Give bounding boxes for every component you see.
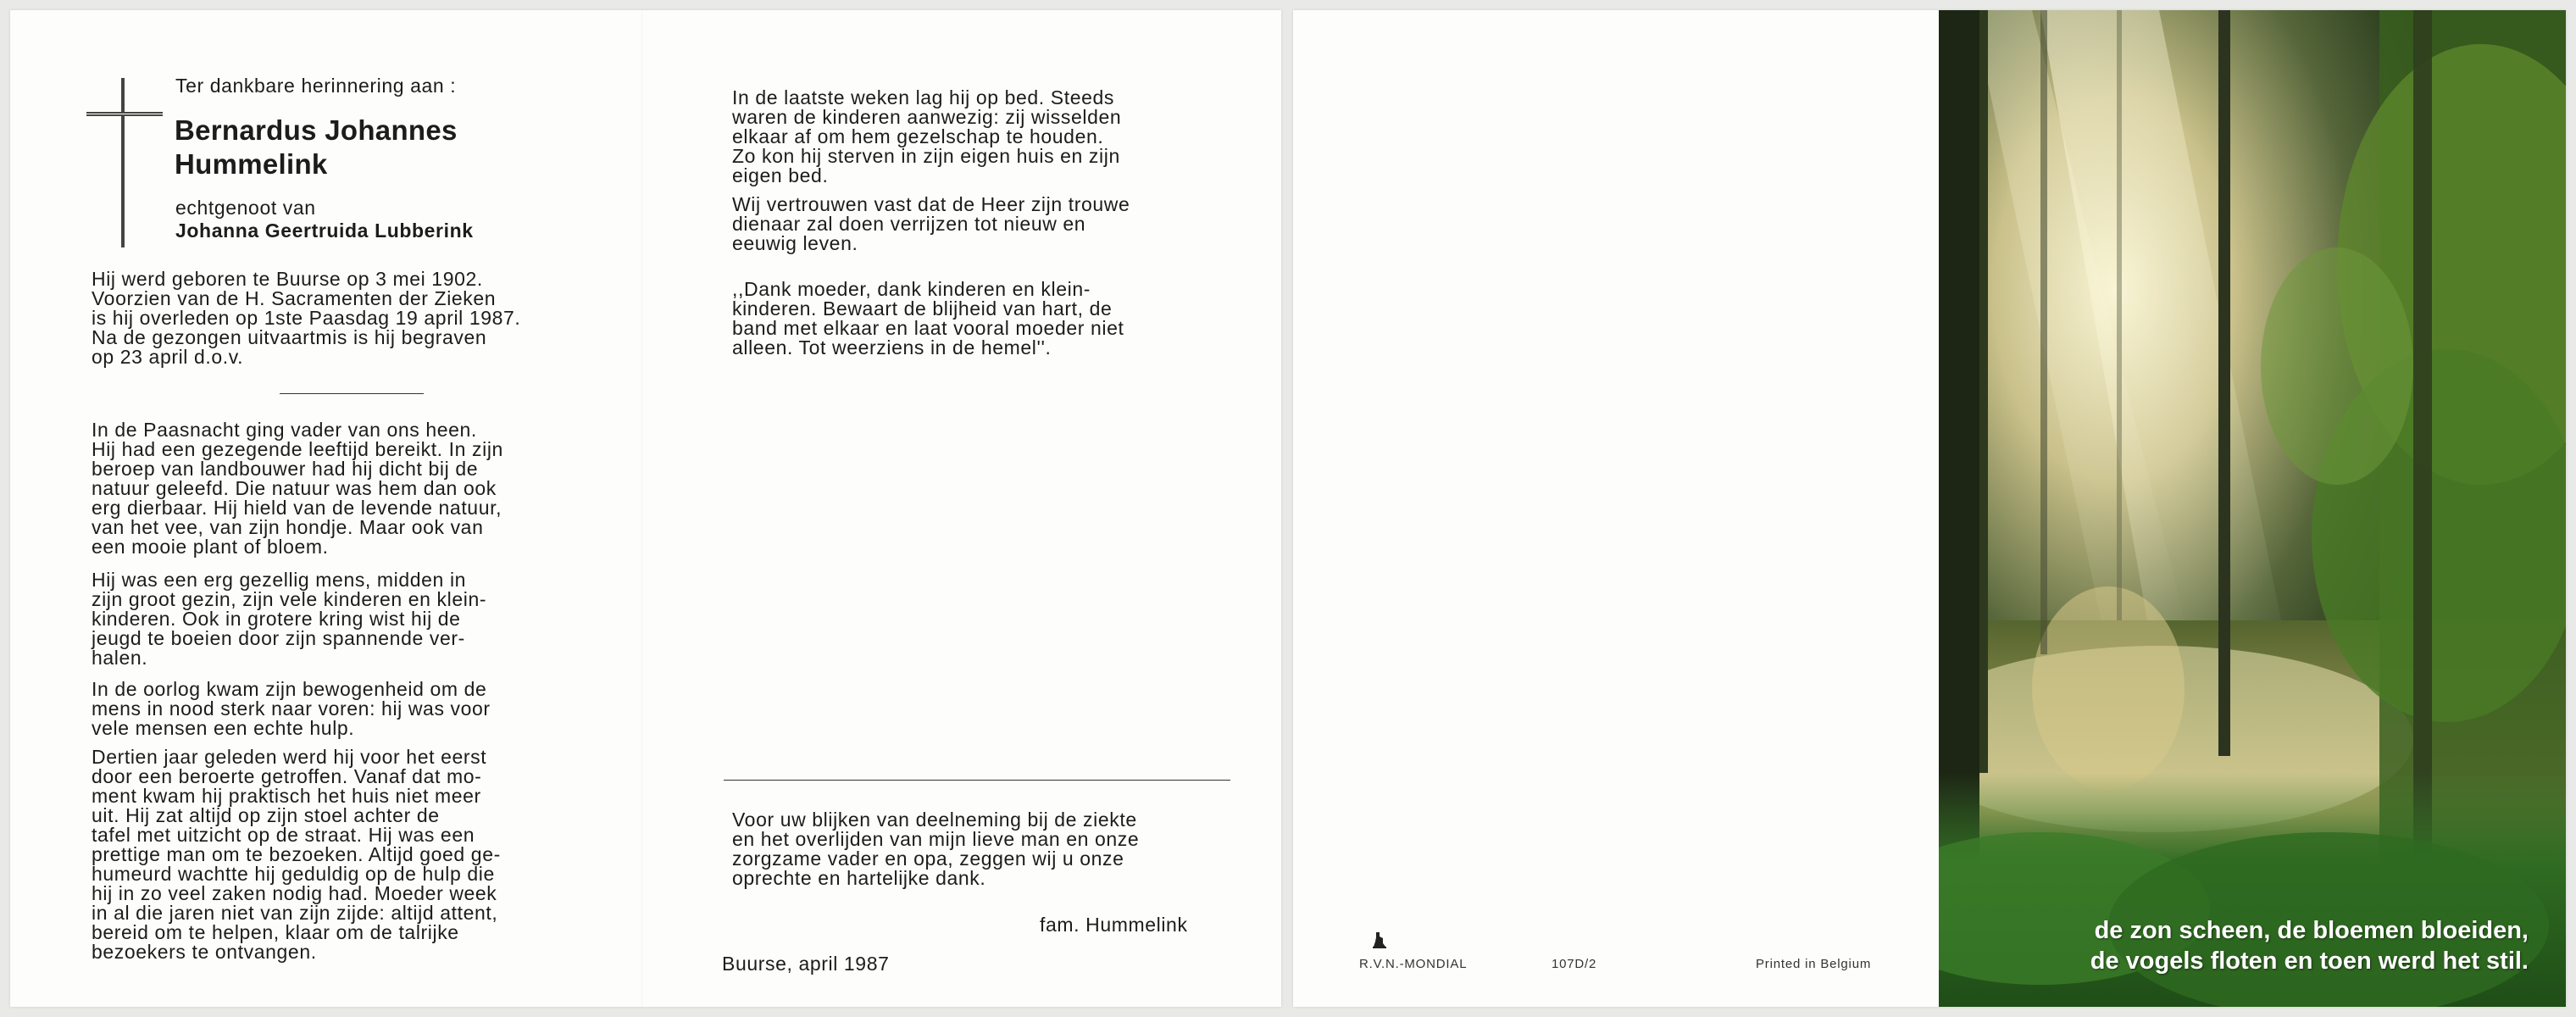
cross-icon-horizontal [86, 112, 163, 116]
outside-spread [1293, 10, 2566, 1007]
spouse-name: Johanna Geertruida Lubberink [175, 220, 474, 242]
story-paragraph-2: Hij was een erg gezellig mens, midden in zijn groot gezin, zijn vele kinderen en klein- kinderen. Ook in grotere kring wist hij de jeugd te boeien door zijn spannende ver- halen. [92, 569, 487, 669]
center-fold [641, 10, 643, 1007]
card-code: 107D/2 [1552, 957, 1597, 971]
story-paragraph-4: Dertien jaar geleden werd hij voor het eerst door een beroerte getroffen. Vanaf dat mo- ment kwam hij praktisch het huis niet meer uit. Hij zat altijd op zijn stoel achter de tafel met uitzicht op de straat. Hij was een prettige man om te bezoeken. Altijd goed ge- humeurd wachtte hij geduldig op de hulp die hij in zo veel zaken nodig had. Moeder week in al die jaren niet van zijn zijde: altijd attent, bereid om te helpen, klaar om de talrijke bezoekers te ontvangen. [92, 746, 501, 963]
right-paragraph-2: Wij vertrouwen vast dat de Heer zijn trouwe dienaar zal doen verrijzen tot nieuw en eeuwig leven. [732, 193, 1130, 254]
forest-photo [1939, 10, 2566, 1007]
story-paragraph-3: In de oorlog kwam zijn bewogenheid om de mens in nood sterk naar voren: hij was voor vele mensen een echte hulp. [92, 678, 491, 739]
thanks-paragraph: Voor uw blijken van deelneming bij de ziekte en het overlijden van mijn lieve man en onze zorgzame vader en opa, zeggen wij u onze oprechte en hartelijke dank. [732, 809, 1140, 889]
intro-line: Ter dankbare herinnering aan : [175, 75, 457, 97]
family-signature: fam. Hummelink [1040, 914, 1188, 936]
deceased-name-last: Hummelink [175, 148, 328, 180]
right-paragraph-1: In de laatste weken lag hij op bed. Steeds waren de kinderen aanwezig: zij wisselden elkaar af om hem gezelschap te houden. Zo kon hij sterven in zijn eigen huis en zijn eigen bed. [732, 86, 1122, 186]
caption-line-1: de zon scheen, de bloemen bloeiden, [2094, 917, 2529, 944]
story-paragraph-1: In de Paasnacht ging vader van ons heen. Hij had een gezegende leeftijd bereikt. In zijn beroep van landbouwer had hij dicht bij de natuur geleefd. Die natuur was hem dan ook erg dierbaar. Hij hield van de levende natuur, van het vee, van zijn hondje. Maar ook van een mooie plant of bloem. [92, 419, 503, 558]
deceased-name-first: Bernardus Johannes [175, 114, 458, 146]
publisher-name: R.V.N.-MONDIAL [1359, 957, 1468, 971]
place-and-date: Buurse, april 1987 [722, 953, 890, 975]
farewell-quote: ,,Dank moeder, dank kinderen en klein- kinderen. Bewaart de blijheid van hart, de band met elkaar en laat vooral moeder niet alleen. Tot weerziens in de hemel''. [732, 278, 1124, 358]
inside-spread [10, 10, 1281, 1007]
caption-line-2: de vogels floten en toen werd het stil. [2090, 948, 2529, 975]
divider-long [724, 780, 1230, 781]
cross-icon-vertical [121, 78, 125, 247]
spouse-label: echtgenoot van [175, 197, 316, 219]
bio-paragraph: Hij werd geboren te Buurse op 3 mei 1902. Voorzien van de H. Sacramenten der Zieken is hij overleden op 1ste Paasdag 19 april 1987. Na de gezongen uitvaartmis is hij begraven op 23 april d.o.v. [92, 268, 521, 368]
printed-in: Printed in Belgium [1756, 957, 1872, 971]
publisher-logo-icon [1371, 931, 1388, 949]
divider-short [280, 393, 424, 394]
